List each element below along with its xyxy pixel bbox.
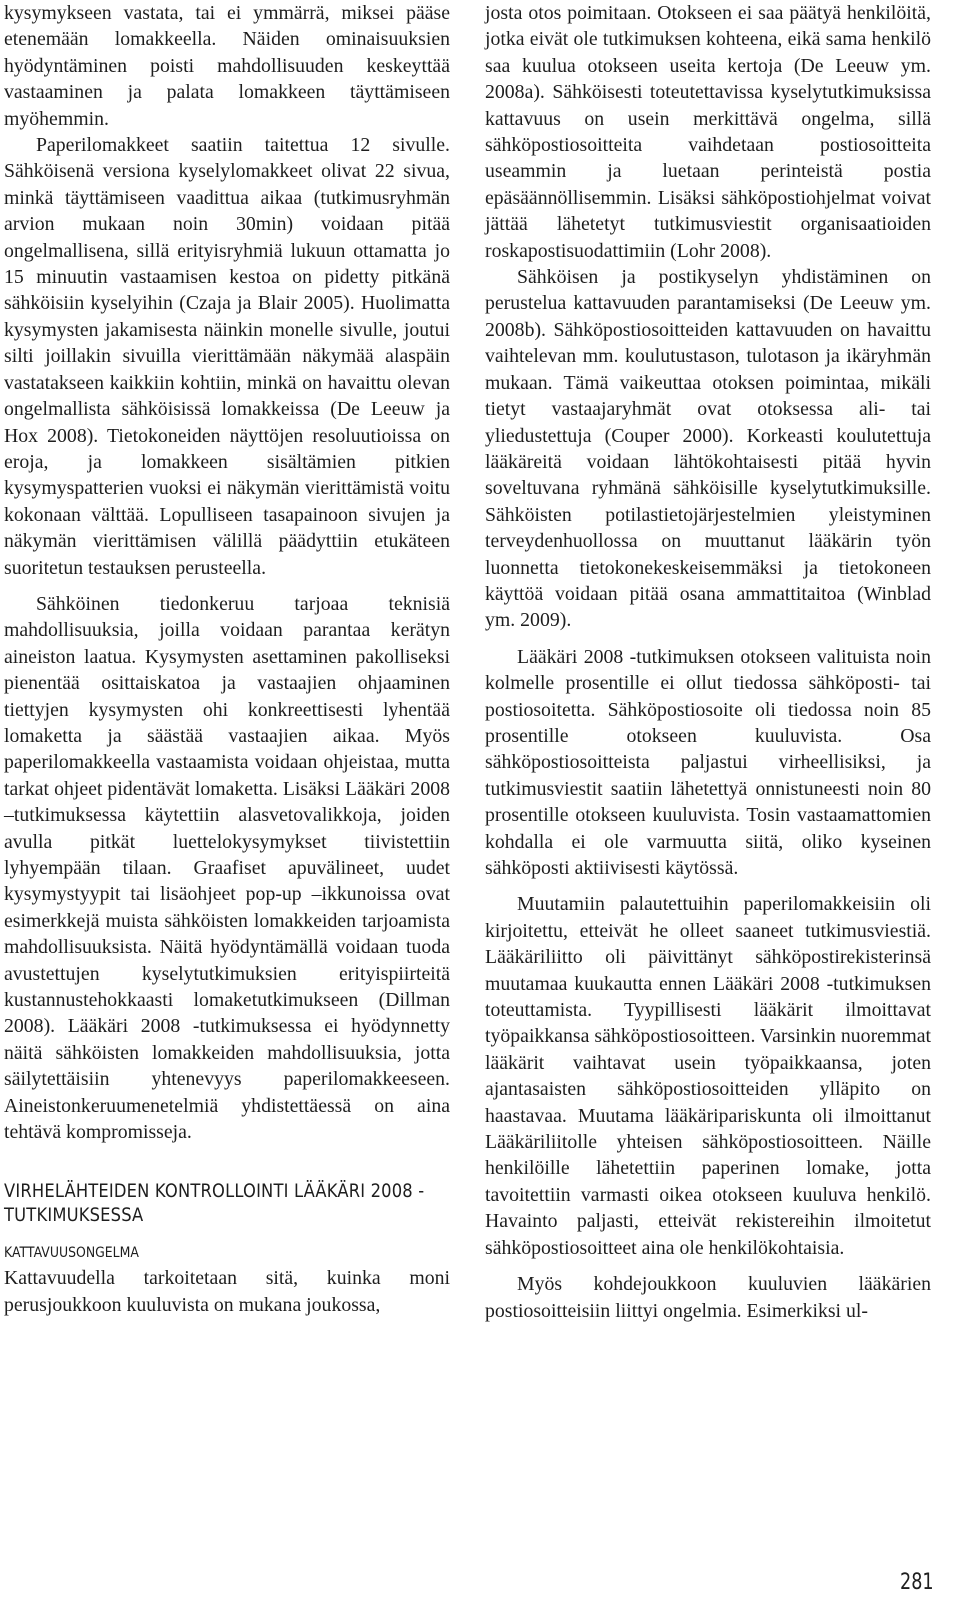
right-column	[485, 0, 931, 1324]
left-paragraph-2: Paperilomakkeet saatiin taitettua 12 sivulle. Sähköisenä versiona kyselylomakkeet olivat 22 sivua, minkä täyttämiseen vaadittua aikaa (tutkimusryhmän arvion mukaan noin 30min) voidaan pitää ongelmallisena, sillä erityisryhmiä lukuun ottamatta jo 15 minuutin vastaamisen kestoa on pidetty pitkänä sähköisiin kyselyihin (Czaja ja Blair 2005). Huolimatta kysymysten jakamisesta näinkin monelle sivulle, joutui silti joillakin sivuilla vierittämään näkymää alaspäin vastatakseen kaikkiin kohtiin, minkä on havaittu olevan ongelmallista sähköisissä lomakkeissa (De Leeuw ja Hox 2008). Tietokoneiden näyttöjen resoluutioissa on eroja, ja lomakkeen sisältämien pitkien kysymyspatterien vuoksi ei näkymän vierittämistä voitu kokonaan välttää. Lopulliseen tasapainoon sivujen ja näkymän vierittämisen välillä päädyttiin etukäteen suoritetun testauksen perusteella.	[4, 134, 450, 579]
sub-heading: KATTAVUUSONGELMA	[4, 1245, 139, 1262]
right-paragraph-2: Sähköisen ja postikyselyn yhdistäminen on perustelua kattavuuden parantamiseksi (De Leeuw ym. 2008b). Sähköpostiosoitteiden kattavuuden on havaittu vaihtelevan mm. koulutustason, tulotason ja ikäryhmän mukaan. Tämä vaikeuttaa otoksen poimintaa, mikäli tietyt vastaajaryhmät ovat otoksessa ali- tai yliedustettuja (Couper 2000). Korkeasti koulutettuja lääkäreitä voidaan lähtökohtaisesti pitää hyvin soveltuvana ryhmänä sähköisille kyselytutkimuksille. Sähköisten potilastietojärjestelmien yleistyminen terveydenhuollossa on muuttanut lääkärin työn luonnetta tietokonekeskeisemmäksi ja tietokoneen käyttöä voidaan pitää osana ammattitaitoa (Winblad ym. 2009).	[485, 266, 931, 632]
left-paragraph-3: Sähköinen tiedonkeruu tarjoaa teknisiä mahdollisuuksia, joilla voidaan parantaa kerätyn aineiston laatua. Kysymysten asettaminen pakolliseksi pienentää osittaiskatoa ja vastaajien ohjaaminen tiettyjen kysymysten ohi konkreettisesti lyhentää lomaketta ja säästää vastaajien aikaa. Myös paperilomakkeella vastaamista voidaan ohjeistaa, mutta tarkat ohjeet pidentävät lomaketta. Lisäksi Lääkäri 2008 –tutkimuksessa käytettiin alasvetovalikkoja, joiden avulla pitkät luettelokysymykset tiivistettiin lyhyempään tilaan. Graafiset apuvälineet, uudet kysymystyypit tai lisäohjeet pop-up –ikkunoissa ovat esimerkkejä muista sähköisten lomakkeiden tarjoamista mahdollisuuksista. Näitä hyödyntämällä voidaan tuoda avustettujen kyselytutkimuksien erityispiirteitä kustannustehokkaasti lomaketutkimukseen (Dillman 2008). Lääkäri 2008 -tutkimuksessa ei hyödynnetty näitä sähköisten lomakkeiden mahdollisuuksia, jotta säilytettäisiin yhtenevyys paperilomakkeeseen. Aineistonkeruumenetelmiä yhdistettäessä on aina tehtävä kompromisseja.	[4, 592, 450, 1144]
page-number: 281	[900, 1570, 934, 1595]
right-paragraph-5: Myös kohdejoukkoon kuuluvien lääkärien postiosoitteisiin liittyi ongelmia. Esimerkiksi ul-	[485, 1273, 931, 1322]
left-paragraph-4: Kattavuudella tarkoitetaan sitä, kuinka moni perusjoukkoon kuuluvista on mukana joukossa,	[4, 1267, 450, 1316]
left-column	[4, 0, 450, 1318]
right-paragraph-3: Lääkäri 2008 -tutkimuksen otokseen valituista noin kolmelle prosentille ei ollut tiedossa sähköposti- tai postiosoitetta. Sähköpostiosoite oli tiedossa noin 85 prosentille otokseen kuuluvista. Osa sähköpostiosoitteista paljastui virheellisiksi, ja tutkimusviestit saatiin lähetettyä onnistuneesti noin 80 prosentille otokseen kuuluvista. Tosin vastaamattomien kohdalla ei ole varmuutta siitä, oliko kyseinen sähköposti aktiivisesti käytössä.	[485, 645, 931, 879]
right-paragraph-4: Muutamiin palautettuihin paperilomakkeisiin oli kirjoitettu, etteivät he olleet saaneet tutkimusviestiä. Lääkäriliitto oli päivittänyt sähköpostirekisterinsä muutamaa kuukautta ennen Lääkäri 2008 -tutkimuksen toteuttamista. Tyypillisesti lääkärit ilmoittavat työpaikkansa sähköpostiosoitteen. Varsinkin nuoremmat lääkärit vaihtavat usein työpaikkaansa, joten ajantasaisten sähköpostiosoitteiden ylläpito on haastavaa. Muutama lääkäripariskunta oli ilmoittanut Lääkäriliitolle yhteisen sähköpostiosoitteen. Näille henkilöille lähetettiin paperinen lomake, jotta tavoitettiin varmasti oikea otokseen kuuluva henkilö. Havainto paljasti, etteivät rekistereihin ilmoitetut sähköpostiosoitteet aina ole henkilökohtaisia.	[485, 893, 931, 1259]
left-paragraph-1: kysymykseen vastata, tai ei ymmärrä, miksei pääse etenemään lomakkeella. Näiden ominaisuuksien hyödyntäminen poisti mahdollisuuden keskeyttää vastaaminen ja palata lomakkeen täyttämiseen myöhemmin.	[4, 2, 450, 130]
section-heading: VIRHELÄHTEIDEN KONTROLLOINTI LÄÄKÄRI 2008 -TUTKIMUKSESSA	[4, 1180, 425, 1227]
right-paragraph-1: josta otos poimitaan. Otokseen ei saa päätyä henkilöitä, jotka eivät ole tutkimuksen kohteena, eikä sama henkilö saa kuulua otokseen useita kertoja (De Leeuw ym. 2008a). Sähköisesti toteutettavissa kyselytutkimuksissa kattavuus on usein merkittävä ongelma, sillä sähköpostiosoitteita vaihdetaan postiosoitteita useammin ja luetaan perinteistä postia epäsäännöllisemmin. Lisäksi sähköpostiohjelmat voivat jättää lähetetyt tutkimusviestit organisaatioiden roskapostisuodattimiin (Lohr 2008).	[485, 2, 931, 262]
